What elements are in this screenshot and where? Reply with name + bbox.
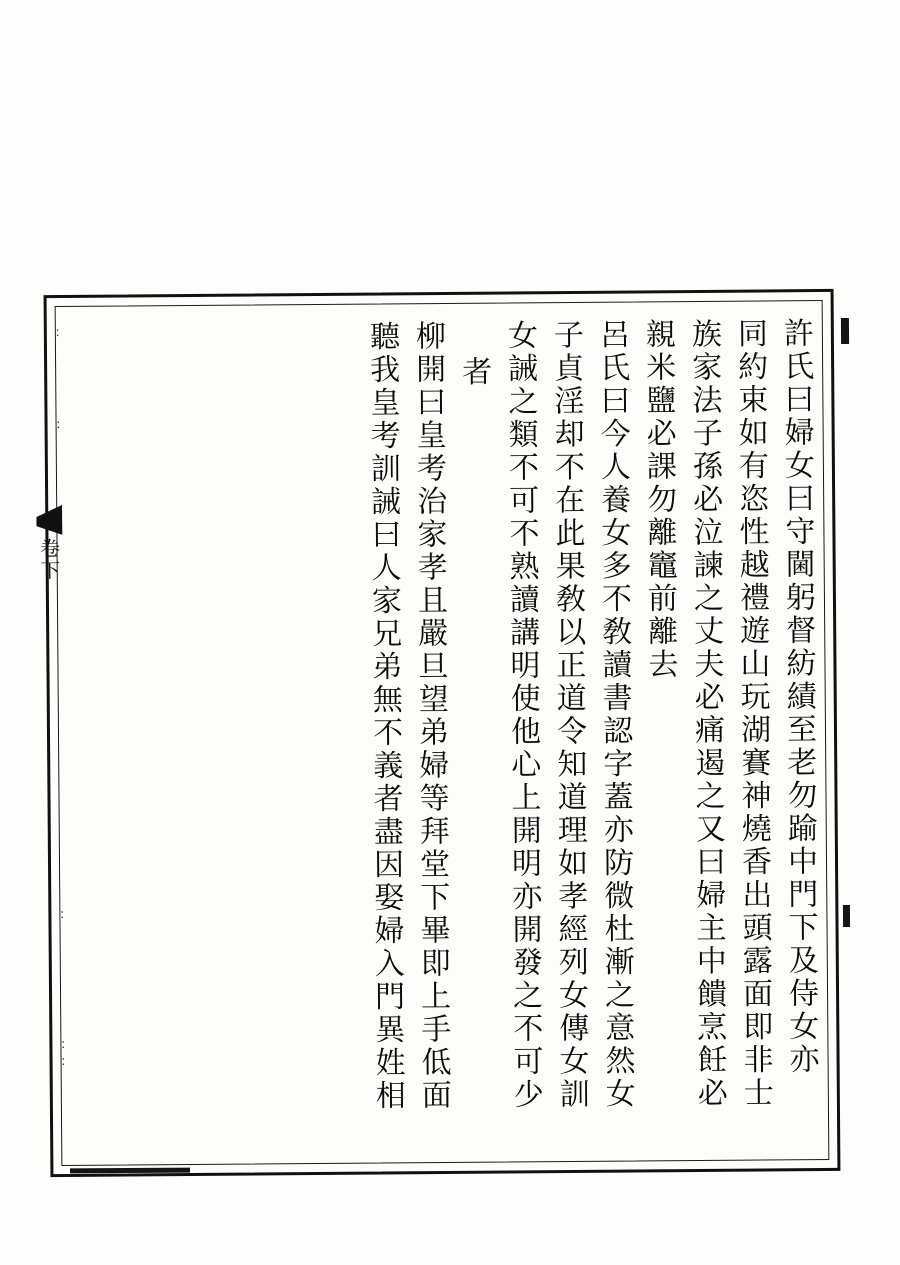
text-column: 柳開曰皇考治家孝且嚴旦望弟婦等拜堂下畢即上手低面 bbox=[409, 319, 451, 1113]
text-column: 呂氏曰今人養女多不敎讀書認字蓋亦防微杜漸之意然女 bbox=[593, 318, 635, 1111]
text-column: 親米鹽必課勿離竈前離去 bbox=[639, 318, 678, 682]
text-column: 女誡之類不可不熟讀講明使他心上開明亦開發之不可少 bbox=[501, 319, 543, 1112]
block-wear-mark bbox=[843, 905, 850, 927]
block-wear-mark bbox=[841, 318, 849, 344]
spine-dot-marks-mid: ： bbox=[45, 419, 61, 438]
juan-volume-label: 卷下 bbox=[36, 537, 61, 583]
text-body bbox=[57, 297, 834, 1169]
text-column: 許氏曰婦女曰守閫躬督紡績至老勿踰中門下及侍女亦 bbox=[777, 317, 819, 1077]
text-column: 者 bbox=[456, 355, 492, 389]
text-column: 聽我皇考訓誡曰人家兄弟無不義者盡因娶婦入門異姓相 bbox=[363, 320, 405, 1113]
text-column: 族家法子孫必泣諫之丈夫必痛遏之又曰婦主中饋烹飪必 bbox=[685, 317, 727, 1111]
spine-dot-marks-low: ： bbox=[49, 909, 65, 928]
spine-dot-marks-bottom: ：： bbox=[50, 1039, 66, 1075]
text-column: 同約束如有恣性越禮遊山玩湖賽神燒香出頭露面即非士 bbox=[731, 317, 773, 1110]
text-column: 子貞淫却不在此果敎以正道令知道理如孝經列女傳女訓 bbox=[547, 318, 589, 1112]
spine-dot-marks-top: ： bbox=[44, 327, 60, 346]
block-wear-mark bbox=[70, 1168, 190, 1174]
